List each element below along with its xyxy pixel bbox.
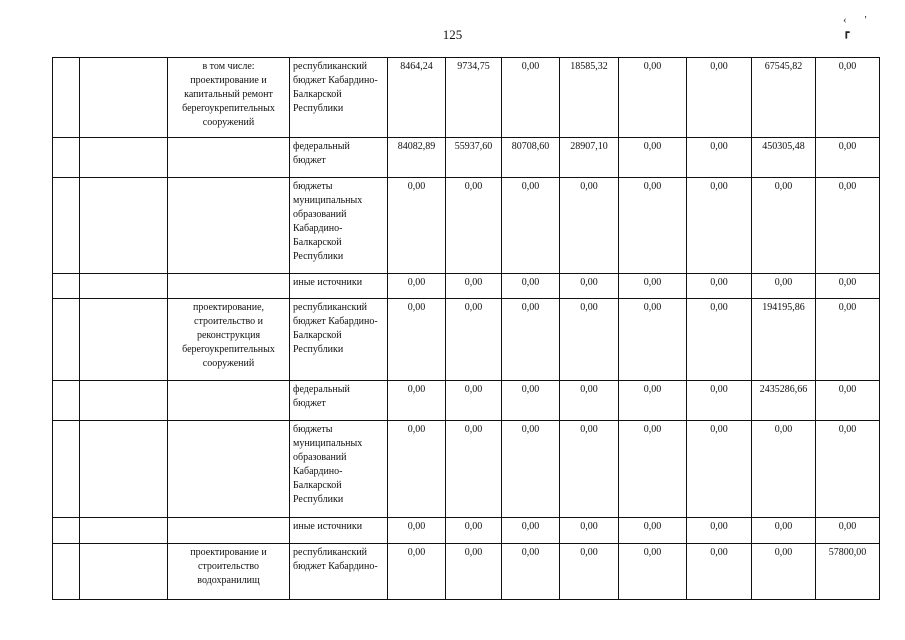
- section-cell: в том числе: проектирование и капитальный ремонт берегоукрепительных сооружений: [168, 58, 290, 138]
- section-cell: [168, 178, 290, 274]
- empty-cell: [80, 518, 168, 544]
- funding-source-cell: республиканский бюджет Кабардино-Балкарской Республики: [290, 299, 388, 381]
- value-cell: 0,00: [388, 381, 446, 421]
- value-cell: 0,00: [560, 381, 619, 421]
- value-cell: 0,00: [560, 518, 619, 544]
- index-cell: [53, 518, 80, 544]
- value-cell: 0,00: [446, 544, 502, 600]
- value-cell: 0,00: [816, 178, 880, 274]
- value-cell: 0,00: [560, 299, 619, 381]
- value-cell: 0,00: [502, 299, 560, 381]
- value-cell: 80708,60: [502, 138, 560, 178]
- value-cell: 0,00: [446, 178, 502, 274]
- section-cell: [168, 274, 290, 299]
- value-cell: 0,00: [816, 138, 880, 178]
- value-cell: 194195,86: [752, 299, 816, 381]
- value-cell: 0,00: [619, 58, 687, 138]
- value-cell: 0,00: [446, 274, 502, 299]
- value-cell: 0,00: [687, 178, 752, 274]
- value-cell: 0,00: [446, 421, 502, 518]
- value-cell: 0,00: [560, 544, 619, 600]
- value-cell: 67545,82: [752, 58, 816, 138]
- empty-cell: [80, 274, 168, 299]
- value-cell: 0,00: [687, 381, 752, 421]
- value-cell: 0,00: [619, 421, 687, 518]
- value-cell: 0,00: [687, 58, 752, 138]
- empty-cell: [80, 381, 168, 421]
- value-cell: 0,00: [687, 299, 752, 381]
- index-cell: [53, 299, 80, 381]
- table-row: [53, 274, 880, 299]
- funding-source-cell: бюджеты муниципальных образований Кабардино-Балкарской Республики: [290, 178, 388, 274]
- table-row: [53, 299, 880, 381]
- empty-cell: [80, 299, 168, 381]
- empty-cell: [80, 178, 168, 274]
- value-cell: 0,00: [446, 518, 502, 544]
- index-cell: [53, 544, 80, 600]
- table-row: [53, 58, 880, 138]
- value-cell: 0,00: [752, 274, 816, 299]
- value-cell: 0,00: [502, 58, 560, 138]
- value-cell: 0,00: [502, 518, 560, 544]
- value-cell: 0,00: [619, 138, 687, 178]
- index-cell: [53, 421, 80, 518]
- value-cell: 0,00: [816, 299, 880, 381]
- empty-cell: [80, 58, 168, 138]
- value-cell: 55937,60: [446, 138, 502, 178]
- value-cell: 0,00: [752, 421, 816, 518]
- value-cell: 0,00: [816, 274, 880, 299]
- value-cell: 0,00: [502, 274, 560, 299]
- table-row: [53, 518, 880, 544]
- scan-marks: ‹' ┏: [843, 14, 885, 39]
- section-cell: проектирование и строительство водохранилищ: [168, 544, 290, 600]
- value-cell: 0,00: [388, 518, 446, 544]
- value-cell: 8464,24: [388, 58, 446, 138]
- empty-cell: [80, 544, 168, 600]
- table-row: [53, 421, 880, 518]
- value-cell: 0,00: [816, 421, 880, 518]
- value-cell: 0,00: [816, 58, 880, 138]
- value-cell: 0,00: [752, 178, 816, 274]
- value-cell: 0,00: [752, 544, 816, 600]
- index-cell: [53, 138, 80, 178]
- funding-source-cell: федеральный бюджет: [290, 138, 388, 178]
- value-cell: 0,00: [388, 274, 446, 299]
- value-cell: 84082,89: [388, 138, 446, 178]
- funding-source-cell: бюджеты муниципальных образований Кабардино-Балкарской Республики: [290, 421, 388, 518]
- empty-cell: [80, 421, 168, 518]
- value-cell: 0,00: [446, 299, 502, 381]
- value-cell: 0,00: [687, 138, 752, 178]
- value-cell: 9734,75: [446, 58, 502, 138]
- index-cell: [53, 381, 80, 421]
- table-body: [53, 58, 880, 600]
- value-cell: 0,00: [502, 381, 560, 421]
- funding-source-cell: федеральный бюджет: [290, 381, 388, 421]
- funding-source-cell: республиканский бюджет Кабардино-: [290, 544, 388, 600]
- value-cell: 0,00: [619, 518, 687, 544]
- table-row: [53, 544, 880, 600]
- value-cell: 0,00: [687, 274, 752, 299]
- value-cell: 57800,00: [816, 544, 880, 600]
- value-cell: 0,00: [619, 178, 687, 274]
- table-row: [53, 138, 880, 178]
- value-cell: 0,00: [752, 518, 816, 544]
- value-cell: 0,00: [502, 544, 560, 600]
- funding-source-cell: иные источники: [290, 274, 388, 299]
- page-number: 125: [442, 27, 463, 42]
- value-cell: 0,00: [619, 381, 687, 421]
- value-cell: 0,00: [446, 381, 502, 421]
- table-row: [53, 178, 880, 274]
- value-cell: 0,00: [560, 178, 619, 274]
- section-cell: [168, 421, 290, 518]
- value-cell: 0,00: [560, 274, 619, 299]
- value-cell: 0,00: [687, 518, 752, 544]
- value-cell: 0,00: [619, 274, 687, 299]
- index-cell: [53, 178, 80, 274]
- funding-source-cell: республиканский бюджет Кабардино-Балкарской Республики: [290, 58, 388, 138]
- value-cell: 0,00: [687, 544, 752, 600]
- section-cell: [168, 518, 290, 544]
- section-cell: [168, 381, 290, 421]
- value-cell: 0,00: [502, 421, 560, 518]
- table-row: [53, 381, 880, 421]
- value-cell: 0,00: [502, 178, 560, 274]
- funding-source-cell: иные источники: [290, 518, 388, 544]
- value-cell: 0,00: [687, 421, 752, 518]
- value-cell: 0,00: [619, 299, 687, 381]
- value-cell: 0,00: [816, 381, 880, 421]
- value-cell: 28907,10: [560, 138, 619, 178]
- budget-table: [52, 57, 880, 600]
- value-cell: 0,00: [816, 518, 880, 544]
- value-cell: 0,00: [560, 421, 619, 518]
- value-cell: 0,00: [388, 299, 446, 381]
- empty-cell: [80, 138, 168, 178]
- value-cell: 2435286,66: [752, 381, 816, 421]
- value-cell: 0,00: [388, 421, 446, 518]
- value-cell: 0,00: [619, 544, 687, 600]
- value-cell: 0,00: [388, 178, 446, 274]
- index-cell: [53, 58, 80, 138]
- index-cell: [53, 274, 80, 299]
- value-cell: 0,00: [388, 544, 446, 600]
- value-cell: 18585,32: [560, 58, 619, 138]
- value-cell: 450305,48: [752, 138, 816, 178]
- section-cell: проектирование, строительство и реконструкция берегоукрепительных сооружений: [168, 299, 290, 381]
- section-cell: [168, 138, 290, 178]
